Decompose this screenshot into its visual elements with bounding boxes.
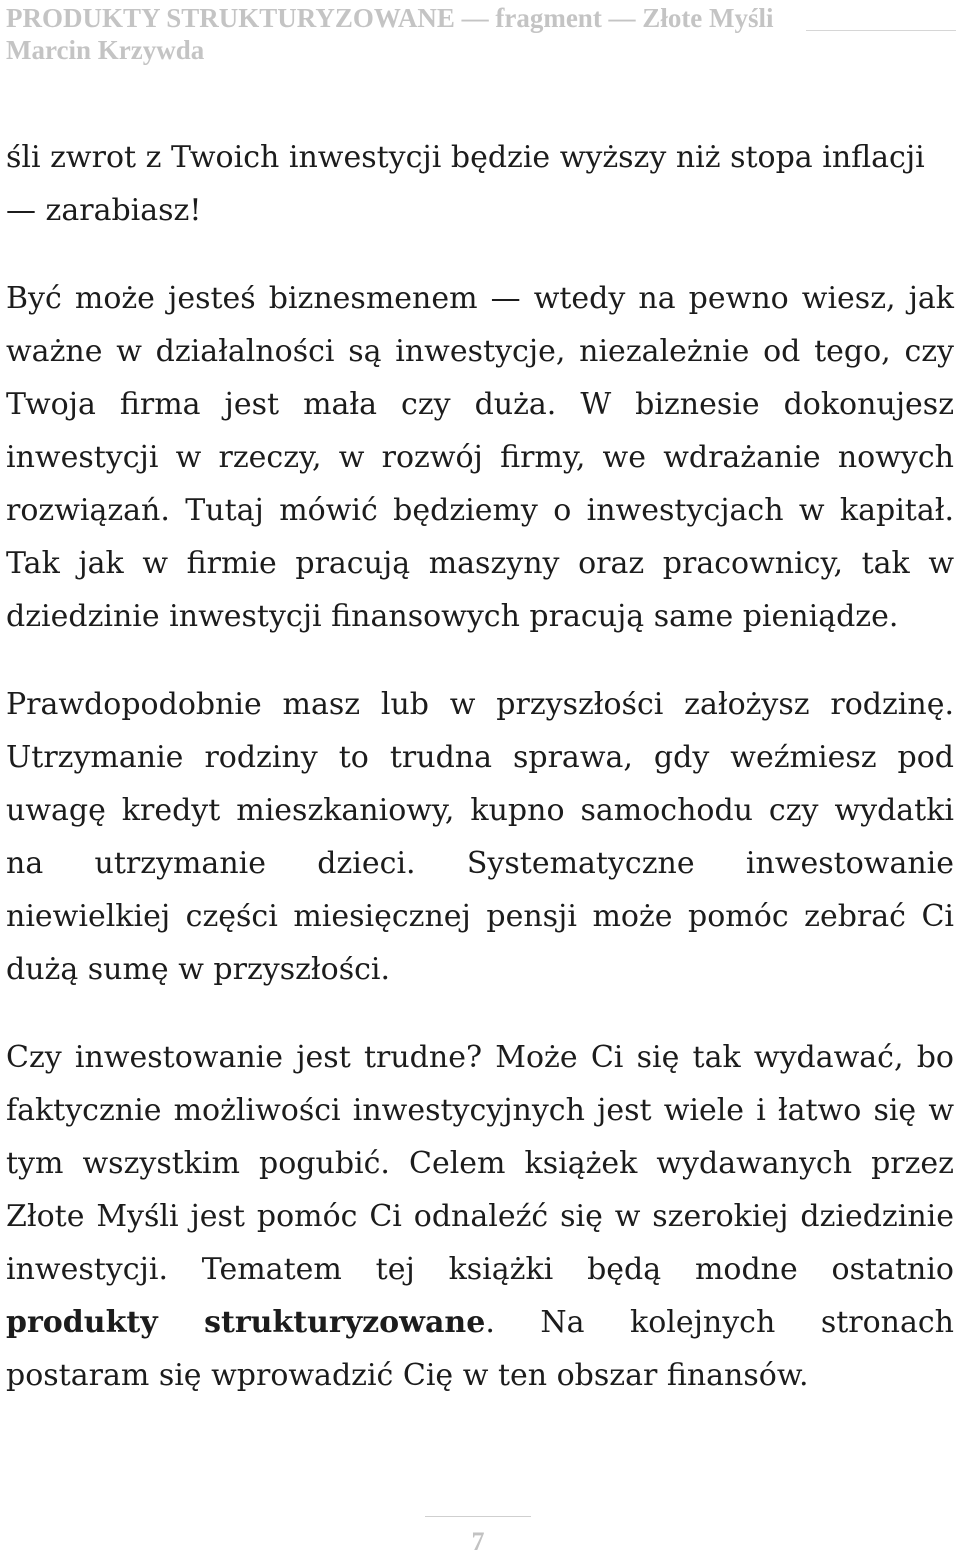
paragraph-3: Prawdopodobnie masz lub w przyszłości założysz rodzinę. Utrzymanie rodziny to trudna sprawa, gdy weźmiesz pod uwagę kredyt mieszkaniowy, kupno samochodu czy wydatki na utrzymanie dzieci. Systematyczne inwestowanie niewielkiej części miesięcznej pensji może pomóc zebrać Ci dużą sumę w przyszłości. [6,687,954,987]
header-divider [806,30,956,31]
paragraph-2: Być może jesteś biznesmenem — wtedy na pewno wiesz, jak ważne w działalności są inwestycje, niezależnie od tego, czy Twoja firma jest mała czy duża. W biznesie dokonujesz inwestycji w rzeczy, w rozwój firmy, we wdrażanie nowych rozwiązań. Tutaj mówić będziemy o inwestycjach w kapitał. Tak jak w firmie pracują maszyny oraz pracownicy, tak w dziedzinie inwestycji finansowych pracują same pieniądze. [6,281,954,634]
page-body [6,131,954,1437]
header-author: Marcin Krzywda [6,35,205,65]
footer-divider [425,1516,531,1517]
bold-phrase: produkty strukturyzowane [6,1305,486,1340]
paragraph-4 [6,1031,954,1402]
paragraph-4-text-end: . Na kolejnych stronach postaram się wprowadzić Cię w ten obszar finansów. [6,1305,954,1393]
page-header [6,2,954,66]
paragraph-4-text-start: Czy inwestowanie jest trudne? Może Ci się tak wydawać, bo faktycznie możliwości inwestycyjnych jest wiele i łatwo się w tym wszystkim pogubić. Celem książek wydawanych przez Złote Myśli jest pomóc Ci odnaleźć się w szerokiej dziedzinie inwestycji. Tematem tej książki będą modne ostatnio [6,1040,954,1287]
paragraph-1: śli zwrot z Twoich inwestycji będzie wyższy niż stopa inflacji — zarabiasz! [6,140,925,228]
page-number: 7 [471,1527,485,1556]
header-title: PRODUKTY STRUKTURYZOWANE — fragment — Złote Myśli [6,3,774,33]
